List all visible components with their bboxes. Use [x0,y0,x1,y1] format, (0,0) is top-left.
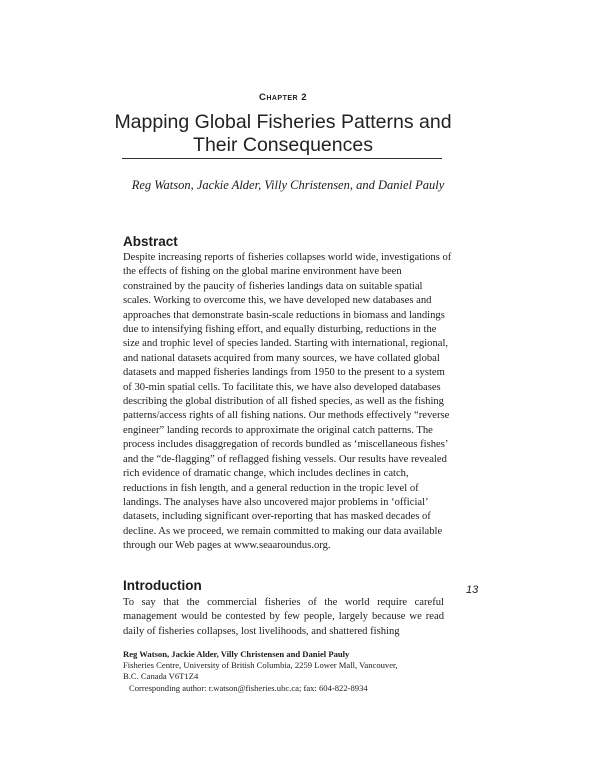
chapter-label [0,92,566,103]
introduction-body: To say that the commercial fisheries of the world require careful management would be contested by few people, largely because we read daily of fisheries collapses, lost livelihoods, and shattered fishing [123,597,444,637]
chapter-label-text: Chapter 2 [258,92,308,103]
footnote-correspondence: Corresponding author: r.watson@fisheries.ubc.ca; fax: 604-822-8934 [129,682,368,693]
abstract-text: Despite increasing reports of fisheries collapses world wide, investigations of the effects of fishing on the global marine environment have been constrained by the paucity of fisheries landings data on suitable spatial scales. Working to overcome this, we have developed new databases and approaches that demonstrate basin-scale reductions in biomass and landings due to intensifying fishing effort, and equally disturbing, reductions in the size and trophic level of species landed. Starting with international, regional, and national datasets acquired from many sources, we have collated global datasets and mapped fisheries landings from 1950 to the present to a system of 30-min spatial cells. To facilitate this, we have also developed databases describing the global distribution of all fished species, as well as the fishing patterns/access rights of all fishing nations. Our methods effectively “reverse engineer” landing records to approximate the original catch patterns. The process includes disaggregation of records bundled as ‘miscellaneous fishes’ and the “de-flagging” of reflagged fishing vessels. Our results have revealed rich evidence of dramatic change, which includes declines in catch, reductions in fish length, and a general reduction in the tropic level of landings. The analyses have also uncovered major problems in ‘official’ datasets, including significant over-reporting that has masked decades of decline. As we proceed, we remain committed to making our data available through our Web pages at www.seaaroundus.org. [123,252,452,552]
introduction-heading: Introduction [123,578,202,593]
chapter-title: Mapping Global Fisheries Patterns and Their Consequences [114,111,452,156]
abstract-body [123,251,453,554]
author-list: Reg Watson, Jackie Alder, Villy Christensen, and Daniel Pauly [131,178,445,192]
author-footnote [123,649,463,694]
abstract-heading: Abstract [123,234,178,249]
footnote-affiliation-line-1: Fisheries Centre, University of British Columbia, 2259 Lower Mall, Vancouver, [123,660,398,671]
page-number: 13 [466,584,479,596]
footnote-authors: Reg Watson, Jackie Alder, Villy Christensen and Daniel Pauly [123,649,350,659]
title-divider [122,158,442,159]
footnote-affiliation-line-2: B.C. Canada V6T1Z4 [123,671,199,682]
